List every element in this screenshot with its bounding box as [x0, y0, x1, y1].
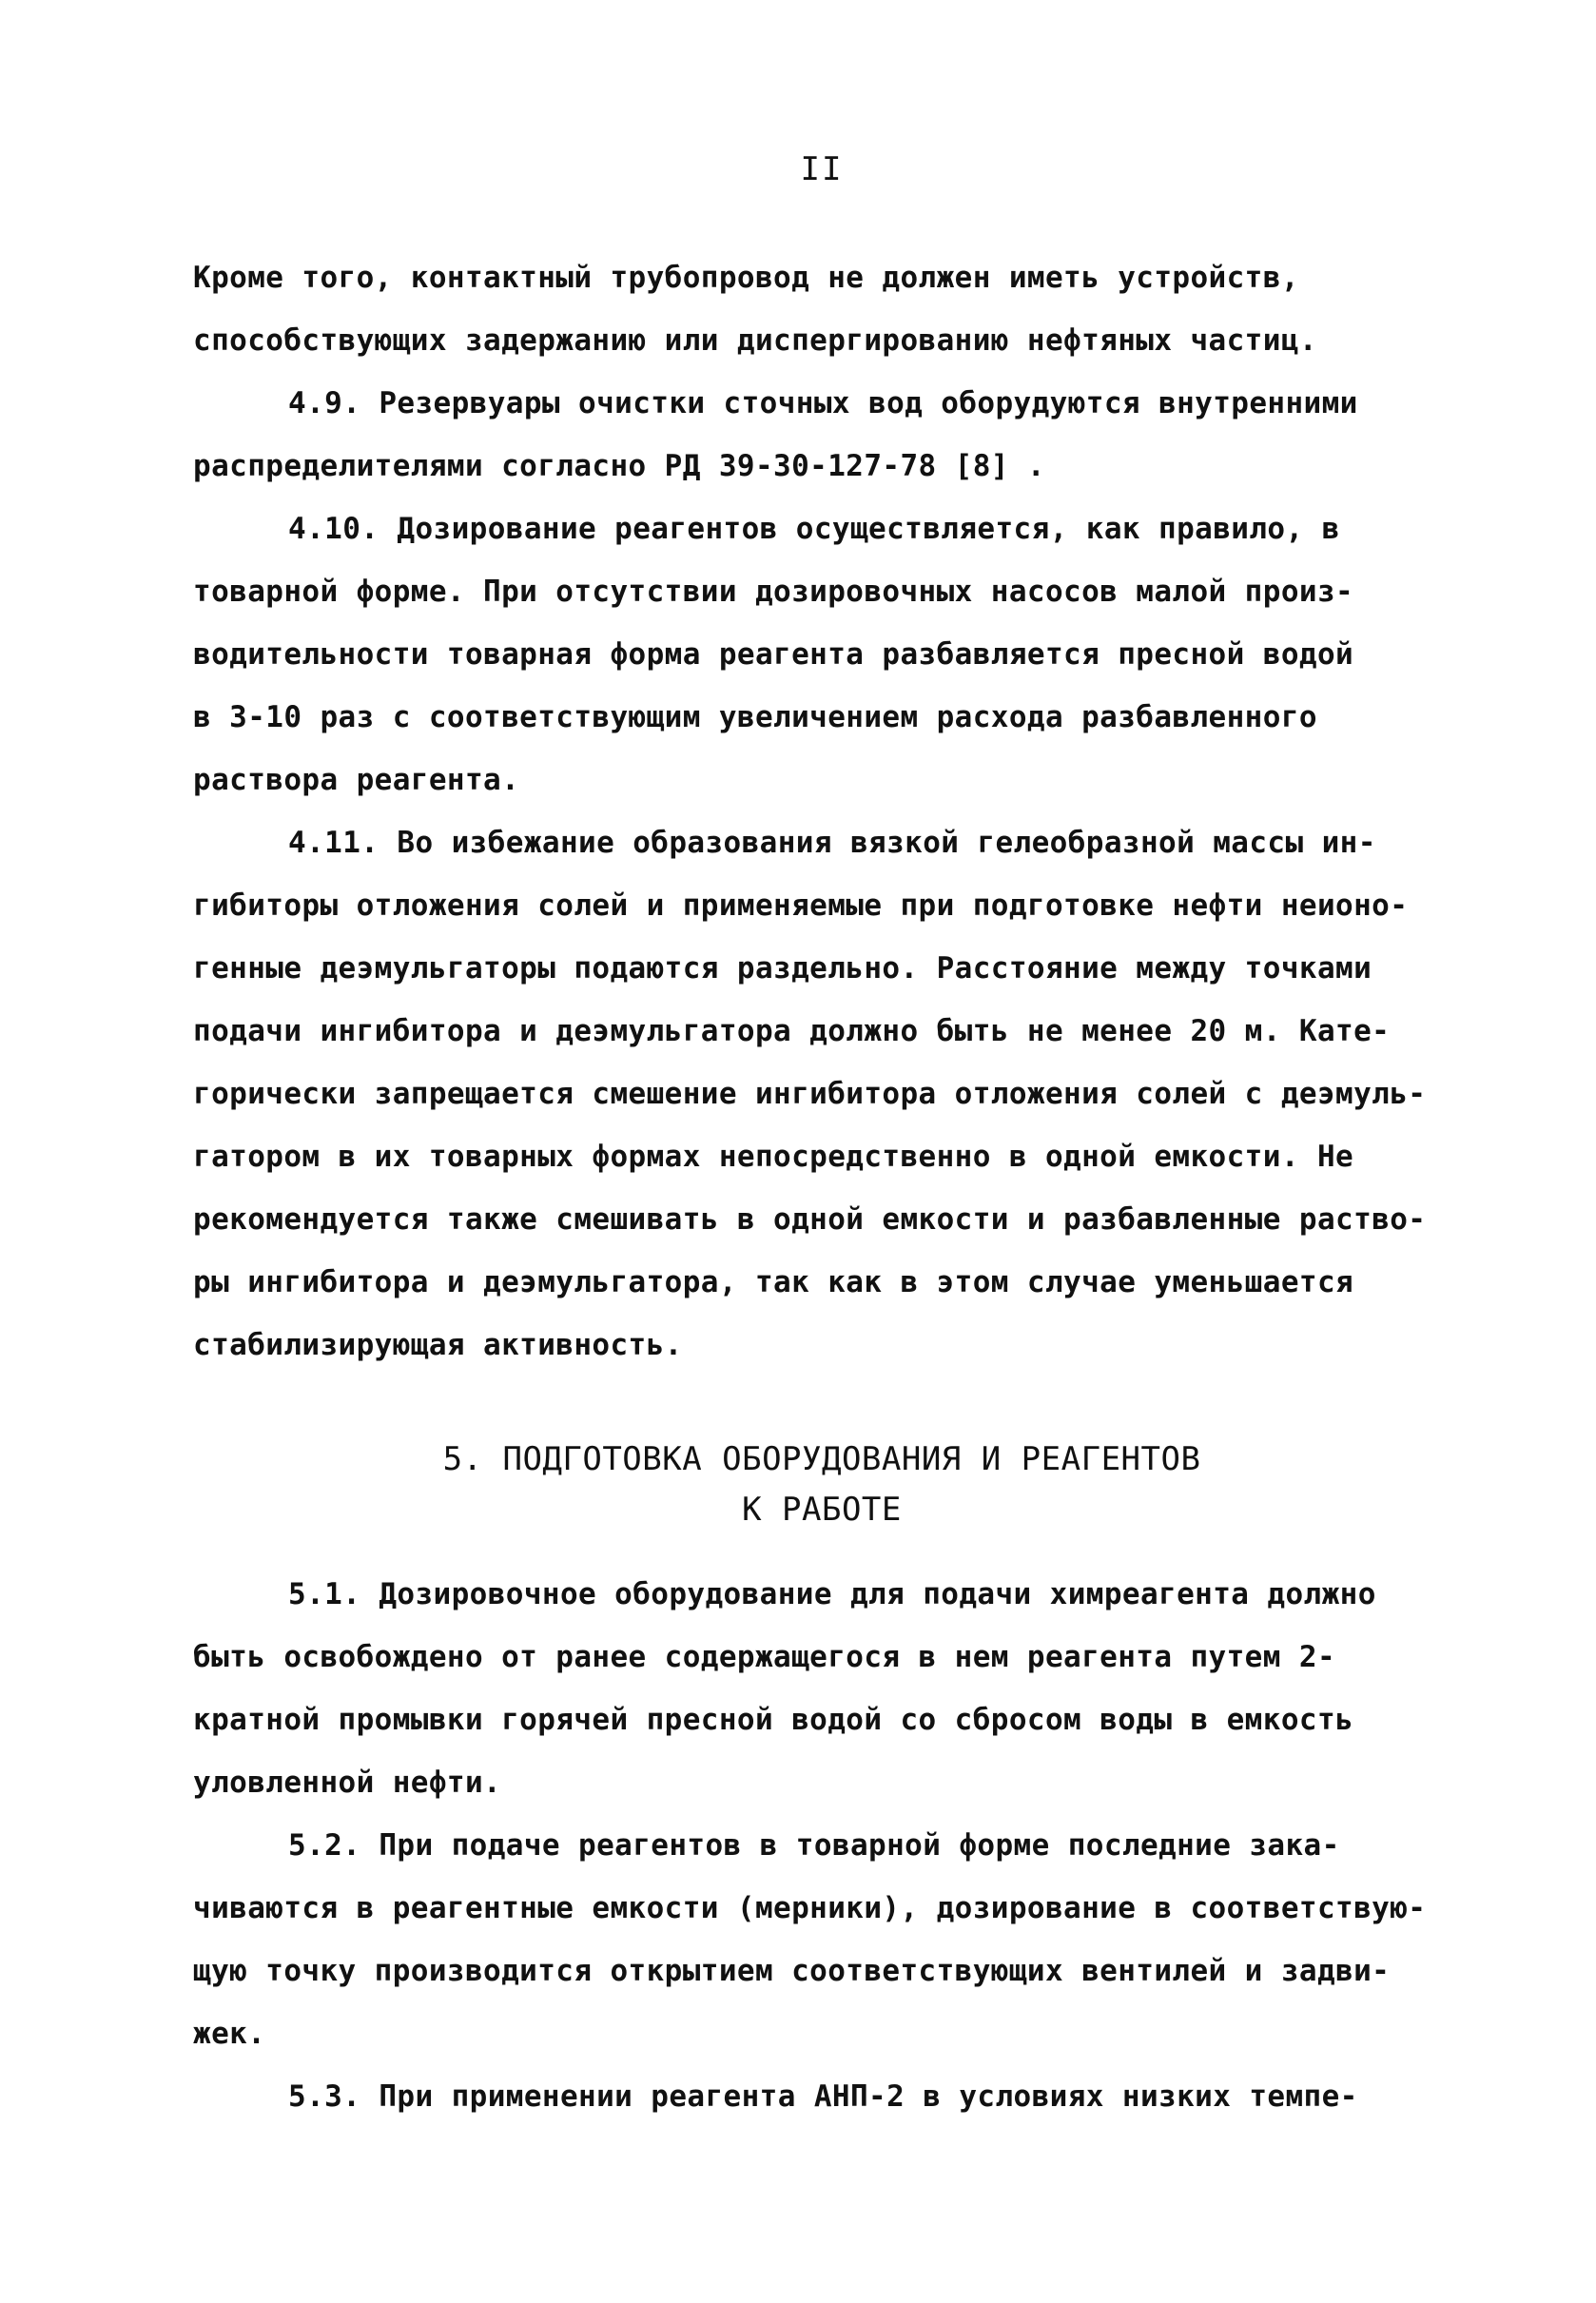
text-line: ры ингибитора и деэмульгатора, так как в этом случае уменьшается: [193, 1265, 1354, 1299]
text-line: чиваются в реагентные емкости (мерники), дозирование в соответствую-: [193, 1891, 1427, 1925]
text-line: раствора реагента.: [193, 763, 520, 797]
text-line: товарной форме. При отсутствии дозировочных насосов малой произ-: [193, 575, 1354, 609]
text-line: быть освобождено от ранее содержащегося в нем реагента путем 2-: [193, 1640, 1336, 1674]
section-heading: 5. ПОДГОТОВКА ОБОРУДОВАНИЯ И РЕАГЕНТОВ: [442, 1440, 1201, 1478]
paragraph-4-9: 4.9. Резервуары очистки сточных вод оборудуются внутренними: [288, 386, 1358, 420]
page-number: II: [800, 150, 844, 188]
paragraph-4-10: 4.10. Дозирование реагентов осуществляется, как правило, в: [288, 512, 1340, 546]
text-line: горически запрещается смешение ингибитора отложения солей с деэмуль-: [193, 1077, 1427, 1111]
text-line: гибиторы отложения солей и применяемые при подготовке нефти неионо-: [193, 888, 1409, 923]
text-line: жек.: [193, 2017, 266, 2051]
text-line: стабилизирующая активность.: [193, 1328, 683, 1362]
text-line: гатором в их товарных формах непосредственно в одной емкости. Не: [193, 1140, 1354, 1174]
text-line: распределителями согласно РД 39-30-127-78 [8] .: [193, 449, 1045, 483]
text-line: кратной промывки горячей пресной водой со сбросом воды в емкость: [193, 1703, 1354, 1737]
text-line: генные деэмульгаторы подаются раздельно. Расстояние между точками: [193, 951, 1372, 986]
text-line: уловленной нефти.: [193, 1766, 502, 1800]
text-line: подачи ингибитора и деэмульгатора должно быть не менее 20 м. Кате-: [193, 1014, 1391, 1048]
paragraph-5-3: 5.3. При применении реагента АНП-2 в условиях низких темпе-: [288, 2079, 1358, 2114]
section-heading-continuation: К РАБОТЕ: [742, 1491, 902, 1529]
text-line: в 3-10 раз с соответствующим увеличением расхода разбавленного: [193, 700, 1317, 734]
text-line: щую точку производится открытием соответствующих вентилей и задви-: [193, 1954, 1391, 1988]
paragraph-5-2: 5.2. При подаче реагентов в товарной форме последние зака-: [288, 1828, 1340, 1863]
paragraph-4-11: 4.11. Во избежание образования вязкой гелеобразной массы ин-: [288, 826, 1376, 860]
paragraph-5-1: 5.1. Дозировочное оборудование для подачи химреагента должно: [288, 1577, 1376, 1611]
text-line: рекомендуется также смешивать в одной емкости и разбавленные раство-: [193, 1202, 1427, 1237]
text-line: способствующих задержанию или диспергированию нефтяных частиц.: [193, 323, 1317, 358]
text-line: водительности товарная форма реагента разбавляется пресной водой: [193, 637, 1354, 672]
text-line: Кроме того, контактный трубопровод не должен иметь устройств,: [193, 261, 1299, 295]
